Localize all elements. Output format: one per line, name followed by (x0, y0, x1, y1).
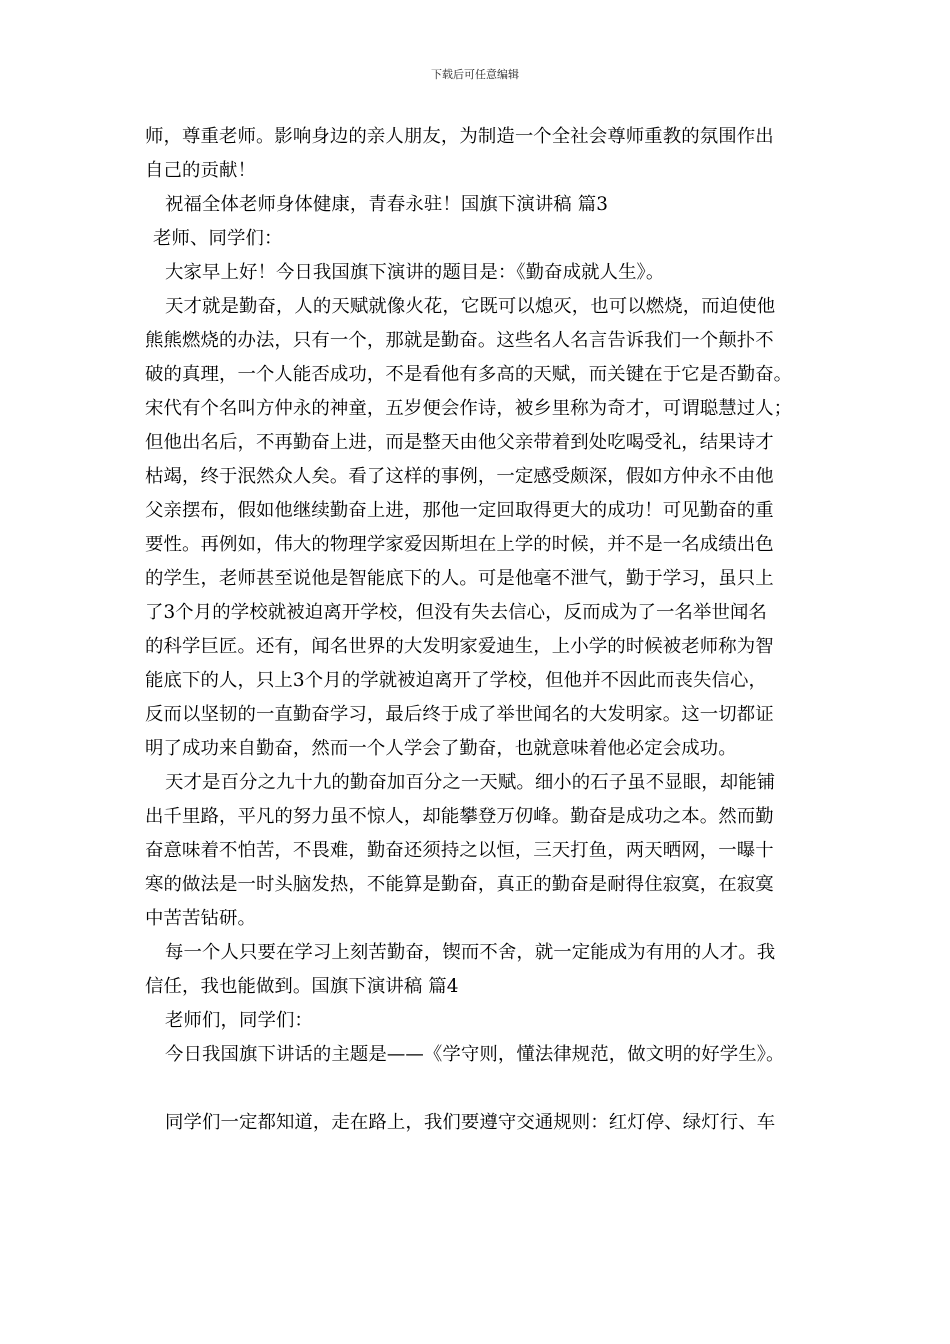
text-line: 祝福全体老师身体健康，青春永驻！国旗下演讲稿 篇3 (165, 194, 609, 215)
text-line: 明了成功来自勤奋，然而一个人学会了勤奋，也就意味着他必定会成功。 (145, 738, 737, 759)
text-line: 中苦苦钻研。 (145, 908, 256, 929)
text-line: 今日我国旗下讲话的主题是——《学守则，懂法律规范，做文明的好学生》。 (165, 1044, 785, 1065)
text-line: 枯竭，终于泯然众人矣。看了这样的事例，一定感受颇深，假如方仲永不由他 (145, 466, 774, 487)
text-line: 自己的贡献！ (145, 160, 256, 181)
salutation: 老师们，同学们： (165, 1010, 313, 1031)
text-line: 的科学巨匠。还有，闻名世界的大发明家爱迪生，上小学的时候被老师称为智 (145, 636, 774, 657)
paragraph-gap (145, 1072, 815, 1106)
text-line: 信任，我也能做到。国旗下演讲稿 篇4 (145, 976, 459, 997)
text-line: 每一个人只要在学习上刻苦勤奋，锲而不舍，就一定能成为有用的人才。我 (165, 942, 776, 963)
text-line: 天才是百分之九十九的勤奋加百分之一天赋。细小的石子虽不显眼，却能铺 (165, 772, 776, 793)
text-line: 天才就是勤奋，人的天赋就像火花，它既可以熄灭，也可以燃烧，而迫使他 (165, 296, 776, 317)
text-line: 熊熊燃烧的办法，只有一个，那就是勤奋。这些名人名言告诉我们一个颠扑不 (145, 330, 774, 351)
text-line: 同学们一定都知道，走在路上，我们要遵守交通规则：红灯停、绿灯行、车 (165, 1112, 776, 1133)
page-header: 下载后可任意编辑 (431, 68, 519, 81)
text-line: 但他出名后，不再勤奋上进，而是整天由他父亲带着到处吃喝受礼，结果诗才 (145, 432, 774, 453)
text-line: 要性。再例如，伟大的物理学家爱因斯坦在上学的时候，并不是一名成绩出色 (145, 534, 774, 555)
document-body (145, 120, 815, 1140)
text-line: 奋意味着不怕苦，不畏难，勤奋还须持之以恒，三天打鱼，两天晒网，一曝十 (145, 840, 774, 861)
text-line: 父亲摆布，假如他继续勤奋上进，那他一定回取得更大的成功！可见勤奋的重 (145, 500, 774, 521)
text-line: 师，尊重老师。影响身边的亲人朋友，为制造一个全社会尊师重教的氛围作出 (145, 126, 774, 147)
text-line: 了3个月的学校就被迫离开学校，但没有失去信心，反而成为了一名举世闻名 (145, 602, 767, 623)
text-line: 反而以坚韧的一直勤奋学习，最后终于成了举世闻名的大发明家。这一切都证 (145, 704, 774, 725)
text-line: 能底下的人，只上3个月的学就被迫离开了学校，但他并不因此而丧失信心， (145, 670, 767, 691)
text-line: 寒的做法是一时头脑发热，不能算是勤奋，真正的勤奋是耐得住寂寞，在寂寞 (145, 874, 774, 895)
text-line: 出千里路，平凡的努力虽不惊人，却能攀登万仞峰。勤奋是成功之本。然而勤 (145, 806, 774, 827)
salutation: 老师、同学们： (153, 228, 283, 249)
text-line: 宋代有个名叫方仲永的神童，五岁便会作诗，被乡里称为奇才，可谓聪慧过人； (145, 398, 793, 419)
text-line: 大家早上好！今日我国旗下演讲的题目是：《勤奋成就人生》。 (165, 262, 665, 283)
text-line: 破的真理，一个人能否成功，不是看他有多高的天赋，而关键在于它是否勤奋。 (145, 364, 793, 385)
text-line: 的学生，老师甚至说他是智能底下的人。可是他毫不泄气，勤于学习，虽只上 (145, 568, 774, 589)
